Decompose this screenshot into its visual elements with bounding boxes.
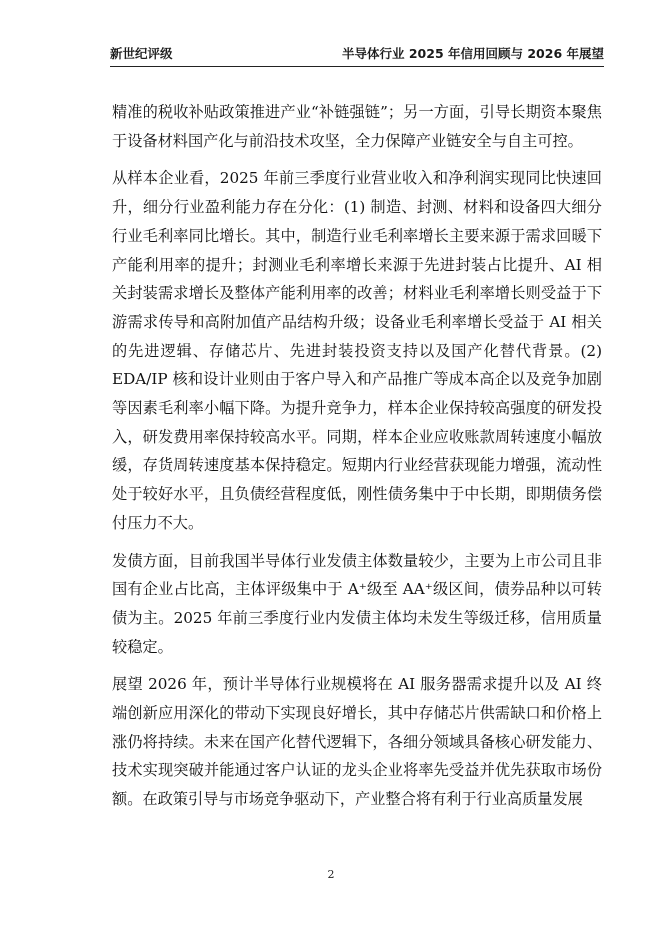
paragraph-outlook-2026: 展望 2026 年，预计半导体行业规模将在 AI 服务器需求提升以及 AI 终端创新应用深化的带动下实现良好增长，其中存储芯片供需缺口和价格上涨仍将持续。未来在国产化替代逻辑下，各细分领域具备核心研发能力、技术实现突破并能通过客户认证的龙头企业将率先受益并优先获取市场份额。在政策引导与市场竞争驱动下，产业整合将有利于行业高质量发展 (112, 675, 602, 809)
header-report-title: 半导体行业 2025 年信用回顾与 2026 年展望 (342, 46, 604, 61)
paragraph-bond-issuance: 发债方面，目前我国半导体行业发债主体数量较少，主要为上市公司且非国有企业占比高，主体评级集中于 A⁺级至 AA⁺级区间，债券品种以可转债为主。2025 年前三季度行业内发债主体均未发生等级迁移，信用质量较稳定。 (112, 551, 602, 656)
header-publisher: 新世纪评级 (110, 46, 173, 61)
paragraph-sample-enterprises: 从样本企业看，2025 年前三季度行业营业收入和净利润实现同比快速回升，细分行业盈利能力存在分化：(1) 制造、封测、材料和设备四大细分行业毛利率同比增长。其中，制造行业毛利率增长主要来源于需求回暖下产能利用率的提升；封测业毛利率增长来源于先进封装占比提升、AI 相关封装需求增长及整体产能利用率的改善；材料业毛利率增长则受益于下游需求传导和高附加值产品结构升级；设备业毛利率增长受益于 AI 相关的先进逻辑、存储芯片、先进封装投资支持以及国产化替代背景。(2) EDA/IP 核和设计业则由于客户导入和产品推广等成本高企以及竞争加剧等因素毛利率小幅下降。为提升竞争力，样本企业保持较高强度的研发投入，研发费用率保持较高水平。同期，样本企业应收账款周转速度小幅放缓，存货周转速度基本保持稳定。短期内行业经营获现能力增强，流动性处于较好水平，且负债经营程度低，刚性债务集中于中长期，即期债务偿付压力不大。 (112, 169, 602, 532)
body-text (112, 98, 602, 823)
page-number: 2 (327, 868, 335, 881)
paragraph-policy: 精准的税收补贴政策推进产业“补链强链”；另一方面，引导长期资本聚焦于设备材料国产化与前沿技术攻坚，全力保障产业链安全与自主可控。 (112, 103, 602, 150)
header-divider (110, 66, 604, 67)
page-header (110, 44, 604, 66)
